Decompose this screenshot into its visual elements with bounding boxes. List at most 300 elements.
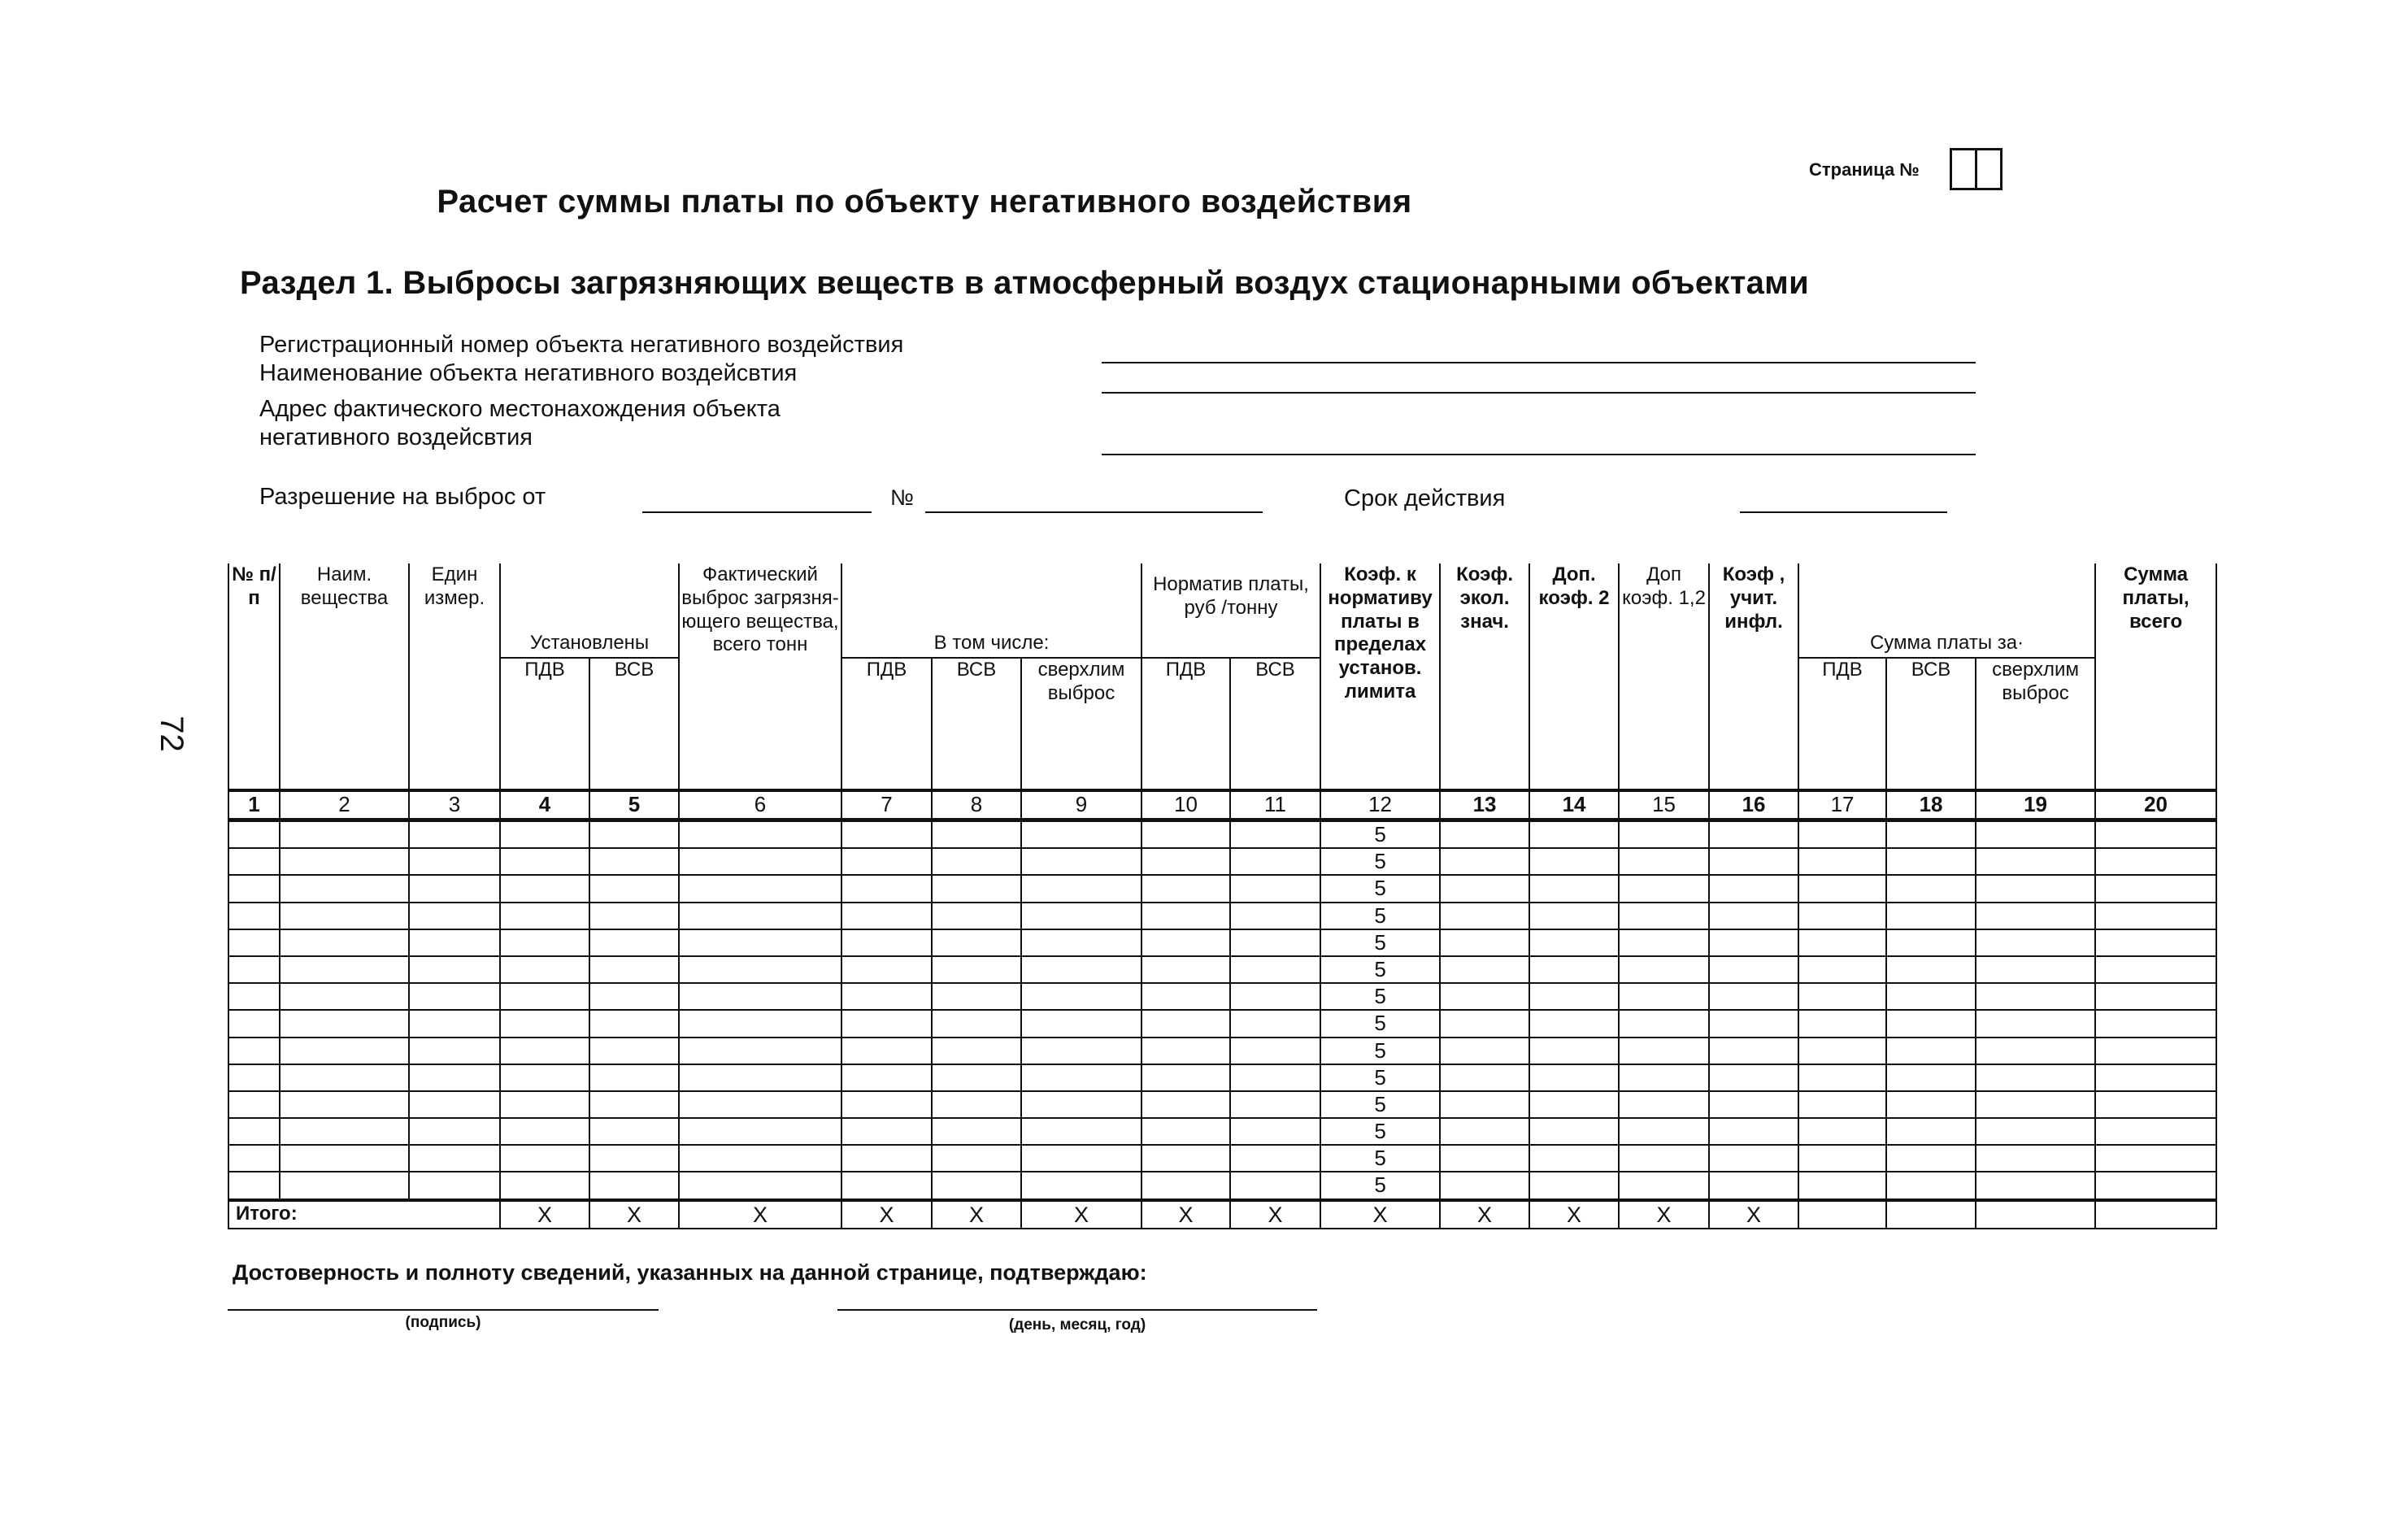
table-cell[interactable] [280,1145,409,1172]
table-cell[interactable] [1021,1118,1141,1145]
total-cell[interactable] [1798,1200,1886,1229]
table-cell[interactable] [1230,983,1320,1010]
table-cell[interactable] [280,1010,409,1037]
payment-table [228,563,2217,1229]
table-cell[interactable] [1440,1118,1529,1145]
table-cell[interactable] [1619,848,1709,875]
header-dop-coef-2: Доп. коэф. 2 [1529,563,1619,790]
table-cell[interactable] [1021,1038,1141,1064]
table-cell[interactable] [409,1172,500,1199]
column-number: 9 [1021,790,1141,820]
table-cell[interactable] [1798,1038,1886,1064]
table-cell[interactable] [932,820,1021,849]
table-cell[interactable] [589,1091,679,1118]
total-cell: X [589,1200,679,1229]
table-cell[interactable] [2095,983,2216,1010]
table-cell[interactable] [679,1010,841,1037]
table-cell[interactable] [1141,1010,1230,1037]
table-cell[interactable] [1230,1091,1320,1118]
table-cell[interactable] [500,1064,589,1091]
header-norm-pdv: ПДВ [1141,658,1230,790]
table-cell[interactable] [589,956,679,983]
table-cell[interactable] [1141,1091,1230,1118]
table-cell[interactable] [2095,956,2216,983]
table-cell[interactable] [932,1091,1021,1118]
table-cell[interactable] [500,820,589,849]
table-cell[interactable] [589,929,679,956]
table-cell[interactable] [2095,1145,2216,1172]
table-cell[interactable] [2095,820,2216,849]
table-cell[interactable] [1440,848,1529,875]
table-cell[interactable] [1798,875,1886,902]
table-cell[interactable] [589,820,679,849]
table-cell[interactable] [1021,1010,1141,1037]
table-cell[interactable] [1619,929,1709,956]
table-cell[interactable] [932,1145,1021,1172]
table-cell[interactable] [1440,1145,1529,1172]
table-cell[interactable] [679,875,841,902]
table-cell[interactable] [1798,983,1886,1010]
table-cell[interactable] [228,983,280,1010]
table-cell[interactable] [1021,1091,1141,1118]
table-cell[interactable] [1230,903,1320,929]
table-cell[interactable] [1709,983,1798,1010]
table-cell[interactable] [1709,1064,1798,1091]
table-cell[interactable] [280,1172,409,1199]
side-page-number: 72 [153,716,189,752]
table-cell[interactable] [500,1091,589,1118]
object-name-label: Наименование объекта негативного воздейсвтия [259,360,798,386]
total-cell[interactable] [1976,1200,2095,1229]
table-cell[interactable] [409,1145,500,1172]
table-cell[interactable] [1709,1010,1798,1037]
total-cell[interactable] [2095,1200,2216,1229]
column-number: 19 [1976,790,2095,820]
table-cell[interactable] [1529,875,1619,902]
table-cell[interactable] [280,1064,409,1091]
table-cell[interactable] [1709,820,1798,849]
table-cell[interactable] [1976,820,2095,849]
table-cell[interactable] [679,903,841,929]
permit-number-field[interactable] [925,511,1263,513]
table-cell[interactable] [1141,1145,1230,1172]
table-cell[interactable] [1021,820,1141,849]
table-cell[interactable] [841,903,932,929]
table-cell[interactable] [679,820,841,849]
table-cell[interactable] [1619,1118,1709,1145]
table-cell[interactable] [1886,1091,1976,1118]
table-cell[interactable] [1886,1064,1976,1091]
table-cell[interactable] [1709,1145,1798,1172]
table-cell[interactable] [1440,1010,1529,1037]
table-cell[interactable] [841,1064,932,1091]
table-cell[interactable] [409,1010,500,1037]
table-cell[interactable] [1886,1118,1976,1145]
table-cell[interactable] [280,848,409,875]
table-cell[interactable] [280,820,409,849]
table-cell[interactable] [228,1038,280,1064]
table-cell[interactable] [1976,903,2095,929]
table-cell[interactable] [228,1091,280,1118]
table-cell[interactable] [841,1091,932,1118]
table-cell[interactable] [1976,1091,2095,1118]
table-cell[interactable] [1440,1091,1529,1118]
table-cell[interactable] [1021,1064,1141,1091]
table-cell[interactable] [1529,1038,1619,1064]
table-cell[interactable] [1976,956,2095,983]
table-cell[interactable] [500,903,589,929]
table-cell[interactable] [1141,956,1230,983]
table-cell[interactable] [1619,1010,1709,1037]
table-cell[interactable] [1529,820,1619,849]
table-cell[interactable] [1619,1064,1709,1091]
total-cell[interactable] [1886,1200,1976,1229]
table-cell[interactable] [679,1091,841,1118]
table-cell[interactable] [1230,1145,1320,1172]
table-cell[interactable] [228,929,280,956]
table-cell[interactable] [1886,820,1976,849]
table-cell[interactable] [589,983,679,1010]
table-cell[interactable] [409,848,500,875]
table-cell[interactable] [1619,820,1709,849]
total-cell: X [1230,1200,1320,1229]
table-cell[interactable] [841,1172,932,1199]
page-number-label: Страница № [1809,159,1920,180]
table-cell[interactable] [1529,929,1619,956]
table-cell[interactable] [1141,929,1230,956]
table-cell[interactable] [1529,1172,1619,1199]
table-cell[interactable] [589,1145,679,1172]
table-cell[interactable] [932,1118,1021,1145]
table-cell[interactable] [932,875,1021,902]
table-cell[interactable] [1529,848,1619,875]
table-cell[interactable] [1798,1172,1886,1199]
table-cell[interactable] [1141,1038,1230,1064]
table-cell[interactable] [2095,875,2216,902]
table-cell[interactable] [1529,956,1619,983]
table-cell[interactable] [1529,1010,1619,1037]
table-cell[interactable] [280,1091,409,1118]
table-cell[interactable] [679,929,841,956]
table-cell[interactable] [1886,848,1976,875]
table-cell[interactable] [589,1038,679,1064]
table-cell[interactable] [841,875,932,902]
table-cell[interactable] [932,1038,1021,1064]
date-field[interactable] [837,1309,1317,1311]
table-cell[interactable] [589,848,679,875]
table-cell[interactable] [228,875,280,902]
table-cell[interactable] [1021,903,1141,929]
table-cell[interactable] [1230,848,1320,875]
table-cell[interactable] [1619,983,1709,1010]
table-cell[interactable] [1886,1172,1976,1199]
table-cell[interactable] [1440,875,1529,902]
table-cell[interactable] [932,848,1021,875]
table-cell[interactable] [589,1010,679,1037]
table-cell[interactable] [2095,1010,2216,1037]
table-cell[interactable] [500,848,589,875]
table-row [228,956,2216,983]
table-cell[interactable] [1619,956,1709,983]
table-cell[interactable] [1976,875,2095,902]
table-cell[interactable] [228,1064,280,1091]
table-cell[interactable] [1141,875,1230,902]
table-cell[interactable] [589,903,679,929]
reg-number-field[interactable] [1102,362,1976,363]
table-cell[interactable] [1798,1118,1886,1145]
table-cell[interactable] [280,1118,409,1145]
table-cell[interactable] [2095,1172,2216,1199]
table-cell[interactable] [228,1118,280,1145]
address-field[interactable] [1102,454,1976,455]
table-cell[interactable] [1976,1064,2095,1091]
table-cell[interactable] [280,1038,409,1064]
table-cell[interactable] [1798,1091,1886,1118]
table-cell[interactable] [280,875,409,902]
table-cell[interactable] [500,875,589,902]
table-cell[interactable] [500,956,589,983]
table-cell[interactable] [1798,1064,1886,1091]
table-cell[interactable] [1141,820,1230,849]
table-cell[interactable] [932,1064,1021,1091]
coef-norm-cell: 5 [1320,875,1440,902]
table-cell[interactable] [1440,929,1529,956]
table-cell[interactable] [1619,1038,1709,1064]
table-cell[interactable] [280,956,409,983]
table-cell[interactable] [1709,848,1798,875]
table-cell[interactable] [1976,929,2095,956]
table-cell[interactable] [1709,1118,1798,1145]
table-cell[interactable] [1021,1172,1141,1199]
table-cell[interactable] [589,1118,679,1145]
table-cell[interactable] [1529,1064,1619,1091]
table-cell[interactable] [1141,983,1230,1010]
table-cell[interactable] [409,1091,500,1118]
table-cell[interactable] [1976,1038,2095,1064]
table-cell[interactable] [1230,1010,1320,1037]
column-number-row [228,790,2216,820]
table-cell[interactable] [228,848,280,875]
table-cell[interactable] [228,820,280,849]
table-cell[interactable] [1886,875,1976,902]
table-cell[interactable] [1886,1145,1976,1172]
table-cell[interactable] [228,1145,280,1172]
table-cell[interactable] [589,1172,679,1199]
table-cell[interactable] [1798,1145,1886,1172]
table-cell[interactable] [228,1010,280,1037]
table-cell[interactable] [1886,903,1976,929]
table-cell[interactable] [1529,1145,1619,1172]
table-cell[interactable] [1021,848,1141,875]
table-cell[interactable] [500,1038,589,1064]
table-cell[interactable] [1709,1172,1798,1199]
table-cell[interactable] [1709,903,1798,929]
table-cell[interactable] [409,983,500,1010]
table-cell[interactable] [500,1172,589,1199]
table-cell[interactable] [841,1038,932,1064]
table-cell[interactable] [1230,1118,1320,1145]
table-cell[interactable] [679,1038,841,1064]
table-cell[interactable] [1141,1172,1230,1199]
table-cell[interactable] [1976,1118,2095,1145]
column-number: 1 [228,790,280,820]
table-cell[interactable] [280,903,409,929]
table-cell[interactable] [500,1118,589,1145]
table-cell[interactable] [841,820,932,849]
page-number-box-2[interactable] [1977,148,2003,190]
table-cell[interactable] [1021,875,1141,902]
permit-date-field[interactable] [642,511,872,513]
table-cell[interactable] [679,956,841,983]
header-row-number: № п/п [228,563,280,790]
table-cell[interactable] [1529,1118,1619,1145]
column-number: 18 [1886,790,1976,820]
table-cell[interactable] [1230,956,1320,983]
table-cell[interactable] [932,1172,1021,1199]
table-cell[interactable] [1440,1038,1529,1064]
table-cell[interactable] [500,929,589,956]
table-cell[interactable] [1440,1172,1529,1199]
table-cell[interactable] [1021,983,1141,1010]
table-cell[interactable] [1798,820,1886,849]
table-cell[interactable] [1529,1091,1619,1118]
table-cell[interactable] [1886,956,1976,983]
table-cell[interactable] [841,1010,932,1037]
validity-field[interactable] [1740,511,1947,513]
table-cell[interactable] [841,929,932,956]
table-cell[interactable] [500,983,589,1010]
table-cell[interactable] [1440,820,1529,849]
table-cell[interactable] [228,903,280,929]
table-cell[interactable] [932,903,1021,929]
page-number-box-1[interactable] [1950,148,1977,190]
table-cell[interactable] [1976,1010,2095,1037]
table-cell[interactable] [1440,1064,1529,1091]
table-cell[interactable] [1529,903,1619,929]
table-cell[interactable] [2095,1064,2216,1091]
table-cell[interactable] [932,1010,1021,1037]
table-cell[interactable] [409,1038,500,1064]
table-cell[interactable] [1619,1091,1709,1118]
table-cell[interactable] [1529,983,1619,1010]
table-cell[interactable] [841,956,932,983]
table-cell[interactable] [1709,875,1798,902]
table-cell[interactable] [2095,903,2216,929]
header-norm: Норматив платы, руб /тонну [1141,563,1320,658]
table-cell[interactable] [1141,1118,1230,1145]
table-cell[interactable] [2095,1038,2216,1064]
table-cell[interactable] [409,1064,500,1091]
table-cell[interactable] [1440,983,1529,1010]
table-cell[interactable] [841,1145,932,1172]
table-cell[interactable] [679,1064,841,1091]
signature-field[interactable] [228,1309,659,1311]
table-cell[interactable] [409,929,500,956]
table-cell[interactable] [228,1172,280,1199]
table-cell[interactable] [1230,820,1320,849]
table-cell[interactable] [1798,903,1886,929]
table-cell[interactable] [679,983,841,1010]
table-cell[interactable] [1230,929,1320,956]
table-cell[interactable] [1976,1172,2095,1199]
table-cell[interactable] [679,848,841,875]
table-cell[interactable] [1886,1010,1976,1037]
table-cell[interactable] [1976,983,2095,1010]
table-cell[interactable] [1021,956,1141,983]
table-cell[interactable] [1619,1145,1709,1172]
table-cell[interactable] [1619,903,1709,929]
table-cell[interactable] [932,983,1021,1010]
table-cell[interactable] [932,956,1021,983]
table-cell[interactable] [409,875,500,902]
table-cell[interactable] [589,875,679,902]
table-cell[interactable] [1619,875,1709,902]
table-cell[interactable] [1798,848,1886,875]
column-number: 20 [2095,790,2216,820]
table-cell[interactable] [1230,1172,1320,1199]
table-cell[interactable] [1141,1064,1230,1091]
table-cell[interactable] [1021,929,1141,956]
table-cell[interactable] [1798,1010,1886,1037]
table-cell[interactable] [1798,929,1886,956]
table-cell[interactable] [1440,903,1529,929]
table-cell[interactable] [280,983,409,1010]
table-cell[interactable] [1976,848,2095,875]
table-cell[interactable] [2095,848,2216,875]
table-cell[interactable] [228,956,280,983]
header-substance-name: Наим. вещества [280,563,409,790]
table-cell[interactable] [1886,983,1976,1010]
table-cell[interactable] [2095,1091,2216,1118]
object-name-field[interactable] [1102,392,1976,394]
table-cell[interactable] [1709,929,1798,956]
table-cell[interactable] [1886,929,1976,956]
table-cell[interactable] [1021,1145,1141,1172]
table-cell[interactable] [1709,956,1798,983]
table-cell[interactable] [679,1118,841,1145]
table-cell[interactable] [1619,1172,1709,1199]
table-cell[interactable] [841,848,932,875]
table-cell[interactable] [679,1145,841,1172]
table-cell[interactable] [841,1118,932,1145]
page-number-boxes[interactable] [1950,148,2003,190]
table-cell[interactable] [500,1010,589,1037]
table-cell[interactable] [1709,1091,1798,1118]
table-cell[interactable] [500,1145,589,1172]
table-cell[interactable] [1976,1145,2095,1172]
table-cell[interactable] [1440,956,1529,983]
table-cell[interactable] [409,956,500,983]
table-cell[interactable] [1230,1064,1320,1091]
table-cell[interactable] [409,1118,500,1145]
table-cell[interactable] [1709,1038,1798,1064]
table-cell[interactable] [1141,903,1230,929]
table-cell[interactable] [1230,1038,1320,1064]
table-cell[interactable] [932,929,1021,956]
table-cell[interactable] [2095,929,2216,956]
table-cell[interactable] [1798,956,1886,983]
table-cell[interactable] [679,1172,841,1199]
table-cell[interactable] [280,929,409,956]
table-cell[interactable] [1230,875,1320,902]
table-cell[interactable] [1141,848,1230,875]
table-cell[interactable] [409,903,500,929]
table-cell[interactable] [589,1064,679,1091]
table-cell[interactable] [1886,1038,1976,1064]
table-cell[interactable] [409,820,500,849]
table-cell[interactable] [2095,1118,2216,1145]
table-cell[interactable] [841,983,932,1010]
